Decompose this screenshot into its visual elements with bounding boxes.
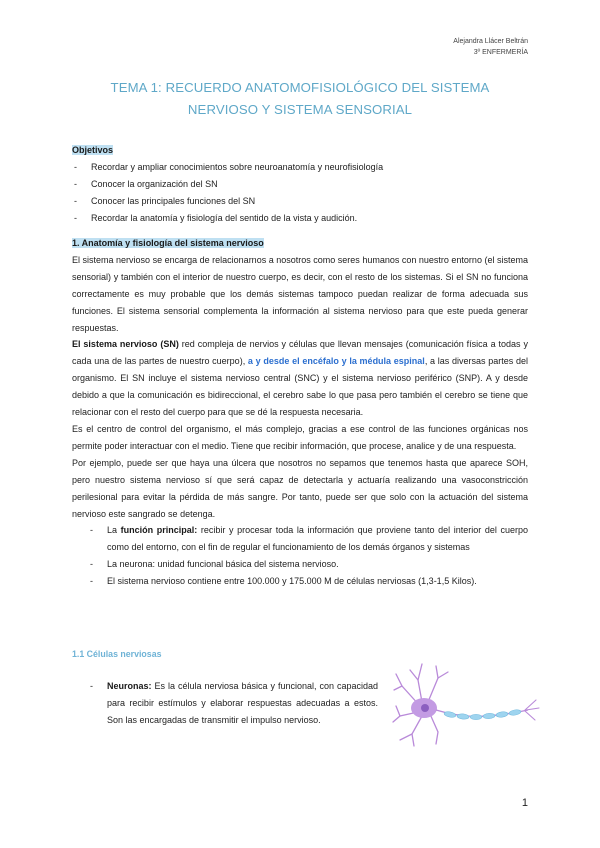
- objetivos-item: - Conocer la organización del SN: [72, 176, 528, 193]
- sn-term: El sistema nervioso (SN): [72, 339, 179, 350]
- neuronas-item: - Neuronas: Es la célula nerviosa básica y funcional, con capacidad para recibir estímulos y elaborar respuestas adecuadas a estos. Son las encargadas de transmitir el impulso nervioso.: [88, 678, 378, 729]
- bullet-neurona: - La neurona: unidad funcional básica del sistema nervioso.: [88, 556, 528, 573]
- objetivos-item: - Conocer las principales funciones del SN: [72, 193, 528, 210]
- objetivos-heading: Objetivos: [72, 145, 114, 155]
- highlight-text: a y desde el encéfalo y la médula espinal: [247, 356, 425, 367]
- title-line-1: TEMA 1: RECUERDO ANATOMOFISIOLÓGICO DEL SISTEMA: [110, 80, 490, 95]
- objetivos-section: [72, 142, 528, 227]
- header-course: 3º ENFERMERÍA: [473, 49, 528, 56]
- bullet-funcion-principal: - La función principal: recibir y procesar toda la información que proviene tanto del interior del cuerpo como del entorno, con el fin de regular el funcionamiento de los demás órganos y sistemas: [88, 522, 528, 556]
- neuron-nucleus: [421, 704, 429, 712]
- section-1-heading: 1. Anatomía y fisiología del sistema nervioso: [72, 238, 264, 248]
- paragraph-2: El sistema nervioso (SN) red compleja de nervios y células que llevan mensajes (comunicación física a todas y cada una de las partes de nuestro cuerpo), a y desde el encéfalo y la médula espinal, a las diversas partes del organismo. El SN incluye el sistema nervioso central (SNC) y el sistema nervioso periférico (SNP). A y desde debido a que la comunicación es bidireccional, el cerebro sabe lo que pasa pero también el cerebro se tiene que relacionar con el resto del cuerpo para que se dé la respuesta necesaria.: [72, 339, 528, 418]
- section-1-bullets: [72, 522, 528, 590]
- section-1: [72, 235, 528, 590]
- subsection-heading: 1.1 Células nerviosas: [72, 649, 162, 659]
- neuron-illustration: [392, 656, 542, 748]
- objetivos-item: - Recordar la anatomía y fisiología del sentido de la vista y audición.: [72, 210, 528, 227]
- header-author: Alejandra Llácer Beltrán: [453, 38, 528, 45]
- title-line-2: NERVIOSO Y SISTEMA SENSORIAL: [187, 102, 413, 117]
- axon-terminals: [525, 700, 539, 720]
- myelin-sheath: [444, 709, 522, 720]
- paragraph-3: Es el centro de control del organismo, el más complejo, gracias a ese control de las funciones orgánicas nos permite poder interactuar con el medio. Tiene que recibir información, que procese, analice y de una respuesta.: [72, 423, 528, 451]
- bullet-celulas: - El sistema nervioso contiene entre 100.000 y 175.000 M de células nerviosas (1,3-1,5 Kilos).: [88, 573, 528, 590]
- paragraph-4: Por ejemplo, puede ser que haya una úlcera que nosotros no sepamos que tenemos hasta que aparece SOH, pero nuestro sistema nervioso sí que será capaz de detectarla y actuaría realizando una vasoconstricción perilesional para evitar la pérdida de más sangre. Por tanto, puede ser que solo con la actuación del sistema nervioso este sangrado se detenga.: [72, 457, 528, 519]
- objetivos-item: - Recordar y ampliar conocimientos sobre neuroanatomía y neurofisiología: [72, 159, 528, 176]
- page-title: [72, 77, 528, 121]
- neuronas-bullet: [72, 678, 378, 729]
- paragraph-1: El sistema nervioso se encarga de relacionarnos a nosotros como seres humanos con nuestro entorno (el sistema sensorial) y también con el interior de nuestro cuerpo, es decir, con el resto de los sistemas. Si el SN no funciona correctamente es muy probable que los demás sistemas tampoco puedan realizar de forma adecuada sus funciones. El sistema sensorial complementa la información al sistema nervioso para que este pueda generar respuestas.: [72, 254, 528, 333]
- objetivos-list: [72, 159, 528, 227]
- page-number: 1: [521, 797, 528, 809]
